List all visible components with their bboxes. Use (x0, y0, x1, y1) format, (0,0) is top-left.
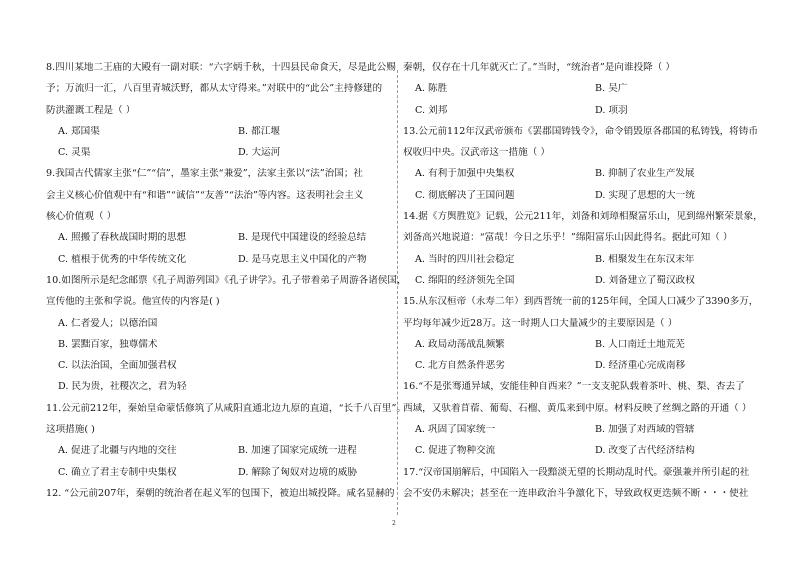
answer-option: C. 以法治国，全面加强君权 (58, 360, 177, 372)
answer-options-row (403, 424, 771, 445)
answer-option: C. 灵渠 (58, 147, 91, 159)
question-text-line: 16.“不是张骞通异域，安能佳种自西来？”一支支驼队载着茶叶、桃、梨、杏去了 (403, 381, 745, 393)
answer-options-row (46, 318, 421, 339)
question-text-line: 11.公元前212年，秦始皇命蒙恬修筑了从咸阳直通北边九原的直道，“长千八百里”。 (46, 402, 406, 414)
column-divider (397, 70, 398, 515)
answer-options-row (46, 381, 421, 402)
answer-options-row (46, 339, 421, 360)
question-text-line: 秦朝，仅存在十几年就灭亡了。”当时，“统治者”是向谁投降（ ） (403, 62, 675, 73)
answer-options-row (403, 275, 771, 296)
question-text-line: 8.四川某地二王庙的大殿有一副对联：“六字炳千秋，十四县民命食天，尽是此公赐 (46, 62, 396, 73)
answer-options-row (46, 232, 421, 253)
answer-option: D. 民为贵，社稷次之，君为轻 (58, 381, 187, 393)
answer-option: D. 改变了古代经济结构 (595, 445, 695, 457)
answer-option: D. 实现了思想的大一统 (595, 189, 695, 201)
answer-option: B. 加强了对西域的管辖 (595, 424, 695, 436)
answer-option: D. 是马克思主义中国化的产物 (238, 253, 367, 265)
answer-option: B. 都江堰 (238, 125, 280, 137)
question-text-line: 15.从东汉桓帝（永寿二年）到西晋统一前的125年间，全国人口减少了3390多万， (403, 296, 759, 308)
question-text-line: 宣传他的主张和学说。他宣传的内容是( ) (46, 296, 220, 308)
question-text-line: 权收归中央。汉武帝这一措施（ ） (403, 147, 550, 159)
answer-option: C. 确立了君主专制中央集权 (58, 466, 177, 478)
answer-options-row (403, 105, 771, 126)
answer-option: B. 相聚发生在东汉末年 (595, 253, 695, 265)
answer-options-row (403, 339, 771, 360)
answer-options-row (46, 467, 421, 488)
answer-options-row (46, 360, 421, 381)
answer-option: A. 巩固了国家统一 (415, 424, 496, 436)
answer-option: D. 经济重心完成南移 (595, 360, 686, 372)
answer-options-row (403, 168, 771, 189)
question-text-line: 会主义核心价值观中有“和谐”“诚信”“友善”“法治”等内容。这表明社会主义 (46, 189, 364, 201)
answer-option: A. 促进了北疆与内地的交往 (58, 445, 177, 457)
question-text-line: 平均每年减少近28万。这一时期人口大量减少的主要原因是（ ） (403, 317, 678, 329)
answer-option: C. 刘邦 (415, 104, 448, 116)
answer-option: C. 促进了物种交流 (415, 445, 496, 457)
answer-option: A. 仁者爱人；以德治国 (58, 317, 158, 329)
answer-option: A. 当时的四川社会稳定 (415, 253, 515, 265)
question-text-line: 12. “公元前207年，秦朝的统治者在起义军的包围下，被迫出城投降。咸名显赫的 (46, 487, 395, 499)
answer-option: D. 解除了匈奴对边境的威胁 (238, 466, 357, 478)
answer-option: A. 政局动荡战乱频繁 (415, 338, 505, 350)
question-text-line: 13.公元前112年汉武帝颁布《罢郡国铸钱令》，命令销毁原各郡国的私铸钱，将铸币 (403, 125, 758, 137)
answer-option: B. 加速了国家完成统一进程 (238, 445, 357, 457)
answer-options-row (46, 254, 421, 275)
answer-options-row (403, 445, 771, 466)
answer-option: C. 彻底解决了王国问题 (415, 189, 515, 201)
question-text-line: 防洪灌溉工程是（ ） (46, 104, 136, 116)
question-text-line: 西域，又驮着苜蓿、葡萄、石榴、黄瓜来到中原。材料反映了丝绸之路的开通（ ） (403, 402, 752, 414)
answer-option: A. 郑国渠 (58, 125, 100, 137)
question-text-line: 10.如图所示是纪念邮票《孔子周游列国》《孔子讲学》。孔子带着弟子周游各诸侯国， (46, 274, 407, 286)
answer-options-row (403, 254, 771, 275)
answer-option: B. 是现代中国建设的经验总结 (238, 232, 367, 244)
answer-options-row (403, 190, 771, 211)
answer-option: A. 陈胜 (415, 83, 448, 95)
question-text-line: 9.我国古代儒家主张“仁”“信”，墨家主张“兼爱”，法家主张以“法”治国；社 (46, 168, 364, 180)
answer-option: C. 北方自然条件恶劣 (415, 360, 505, 372)
question-text-line: 会不安仍未解决；甚至在一连串政治斗争激化下，导致政权更迭频不断・・・使社 (403, 487, 749, 499)
answer-option: D. 项羽 (595, 104, 628, 116)
answer-option: B. 罢黜百家，独尊儒术 (58, 338, 158, 350)
page-number: 2 (392, 520, 396, 527)
question-text-line: 予；万流归一汇，八百里青城沃野，都从太守得来。”对联中的“此公”主持修建的 (46, 83, 383, 95)
answer-options-row (46, 445, 421, 466)
answer-option: B. 抑制了农业生产发展 (595, 168, 695, 180)
question-text-line: 刘备高兴地说道：“富哉！今日之乐乎！”绵阳富乐山因此得名。据此可知（ ） (403, 232, 733, 244)
answer-option: A. 有利于加强中央集权 (415, 168, 515, 180)
answer-option: D. 刘备建立了蜀汉政权 (595, 274, 695, 286)
question-text-line: 14.据《方舆胜览》记载，公元211年，刘备和刘璋相聚富乐山，见到绵州繁荣景象， (403, 211, 763, 223)
answer-option: D. 大运河 (238, 147, 281, 159)
question-text-line: 这项措施( ) (46, 424, 95, 436)
question-text-line: 核心价值观（ ） (46, 211, 117, 223)
left-column (46, 62, 421, 509)
answer-options-row (403, 83, 771, 104)
answer-options-row (403, 360, 771, 381)
answer-option: B. 人口南迁土地荒芜 (595, 338, 685, 350)
answer-option: B. 吴广 (595, 83, 628, 95)
answer-options-row (46, 126, 421, 147)
answer-option: C. 植根于优秀的中华传统文化 (58, 253, 187, 265)
question-text-line: 17.“汉帝国崩解后，中国陷入一段黯淡无望的长期动乱时代。豪强兼并所引起的社 (403, 466, 750, 478)
answer-options-row (46, 147, 421, 168)
answer-option: A. 照搬了春秋战国时期的思想 (58, 232, 187, 244)
answer-option: C. 绵阳的经济领先全国 (415, 274, 515, 286)
right-column (403, 62, 771, 509)
